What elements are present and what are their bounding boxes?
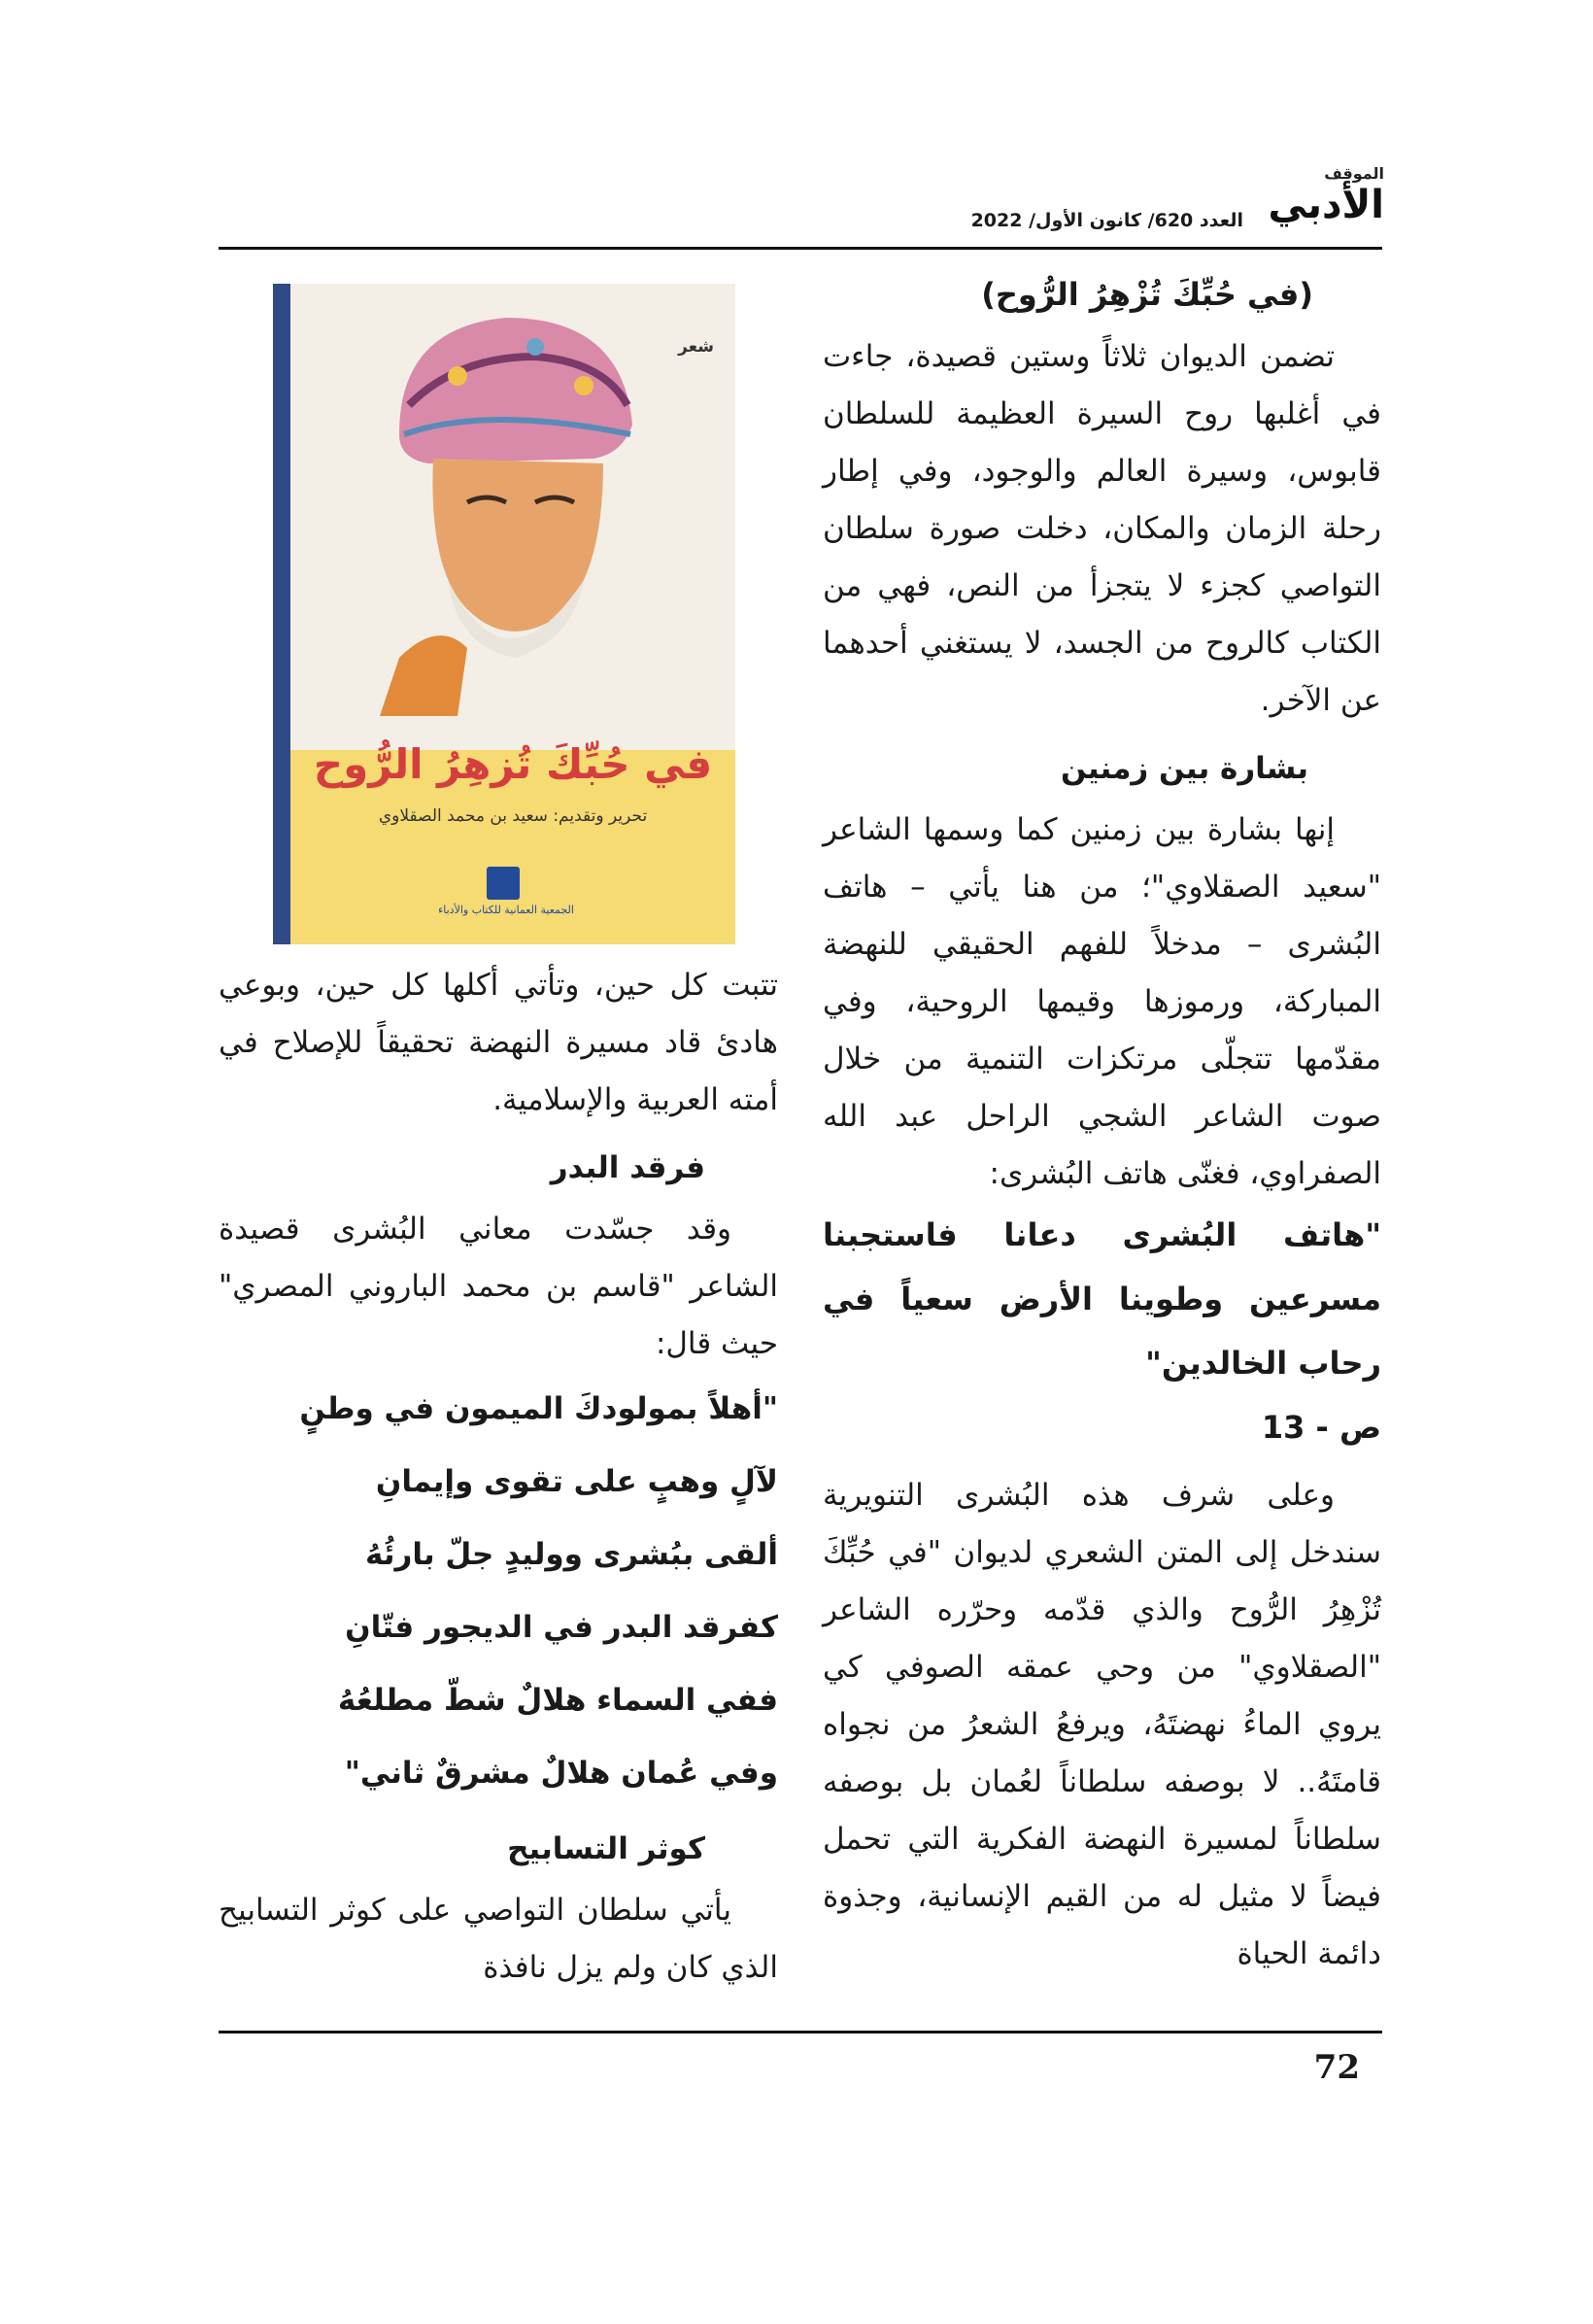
left-column [219, 957, 778, 1997]
quote-reference: ص - 13 [1261, 1409, 1381, 1446]
paragraph: يأتي سلطان التواصي على كوثر التسابيح الذي كان ولم يزل نافذة [219, 1893, 778, 1985]
portrait-illustration [341, 289, 671, 716]
cover-author: تحرير وتقديم: سعيد بن محمد الصقلاوي [378, 806, 648, 826]
poem-verse: "أهلاً بمولودكَ الميمون في وطنٍ [299, 1391, 778, 1426]
book-cover-image [273, 284, 735, 944]
paragraph: تضمن الديوان ثلاثاً وستين قصيدة، جاءت في أغلبها روح السيرة العظيمة للسلطان قابوس، وسيرة العالم والوجود، وفي إطار رحلة الزمان والمكان، دخلت صورة سلطان التواصي كجزء لا يتجزأ من النص، فهي من الكتاب كالروح من الجسد، لا يستغني أحدهما عن الآخر. [823, 339, 1381, 718]
paragraph: وعلى شرف هذه البُشرى التنويرية سندخل إلى المتن الشعري لديوان "في حُبِّكَ تُزْهِرُ الرُّوح والذي قدّمه وحرّره الشاعر "الصقلاوي" من وحي عمقه الصوفي كي يروي الماءُ نهضتَهُ، ويرفعُ الشعرُ من نجواه قامتَهُ.. لا بوصفه سلطاناً لعُمان بل بوصفه سلطاناً لمسيرة النهضة الفكرية التي تحمل فيضاً لا مثيل له من القيم الإنسانية، وجذوة دائمة الحياة [823, 1478, 1381, 1971]
poem-verse: ففي السماء هلالٌ شطّ مطلعُهُ [337, 1683, 778, 1718]
subheading: بشارة بين زمنين [1061, 751, 1308, 786]
quote-verse: "هاتف البُشرى دعانا فاستجبنا مسرعين وطوينا الأرض سعياً في رحاب الخالدين" [823, 1216, 1381, 1382]
poem-verse: كفرقد البدر في الديجور فتّانِ [345, 1610, 778, 1645]
paragraph: تتبت كل حين، وتأتي أكلها كل حين، وبوعي هادئ قاد مسيرة النهضة تحقيقاً للإصلاح في أمته العربية والإسلامية. [219, 968, 778, 1117]
subheading: فرقد البدر [550, 1150, 705, 1185]
header-rule [219, 247, 1382, 250]
footer-rule [219, 2031, 1382, 2034]
cover-title: في حُبِّكَ تُزهِرُ الرُّوح [313, 740, 713, 788]
cover-genre-label: شعر [678, 337, 714, 357]
poem-verse: وفي عُمان هلالٌ مشرقٌ ثاني" [344, 1756, 778, 1791]
cover-spine-band [273, 284, 290, 944]
magazine-logo [1258, 165, 1384, 243]
paragraph: إنها بشارة بين زمنين كما وسمها الشاعر "سعيد الصقلاوي"؛ من هنا يأتي – هاتف البُشرى – مدخلاً للفهم الحقيقي للنهضة المباركة، ورموزها وقيمها الروحية، وفي مقدّمها تتجلّى مرتكزات التنمية من خلال صوت الشاعر الشجي الراحل عبد الله الصفراوي، فغنّى هاتف البُشرى: [823, 812, 1381, 1191]
poem-verse: لآلٍ وهبٍ على تقوى وإيمانِ [375, 1464, 778, 1499]
issue-info: العدد 620/ كانون الأول/ 2022 [970, 210, 1243, 231]
publisher-logo-icon [487, 867, 520, 900]
publisher-name: الجمعية العمانية للكتاب والأدباء [438, 904, 574, 916]
logo-small-text: الموقف [1324, 164, 1384, 183]
page-number: 72 [1313, 2048, 1360, 2087]
poem-verse: ألقى ببُشرى ووليدٍ جلّ بارئُهُ [365, 1537, 778, 1572]
paragraph: وقد جسّدت معاني البُشرى قصيدة الشاعر "قاسم بن محمد الباروني المصري" حيث قال: [219, 1212, 778, 1361]
section-title: (في حُبِّكَ تُزْهِرُ الرُّوح) [981, 276, 1313, 313]
subheading: كوثر التسابيح [507, 1831, 705, 1866]
right-column [823, 264, 1381, 1983]
logo-big-text: الأدبي [1268, 183, 1384, 227]
page-header [219, 165, 1384, 249]
